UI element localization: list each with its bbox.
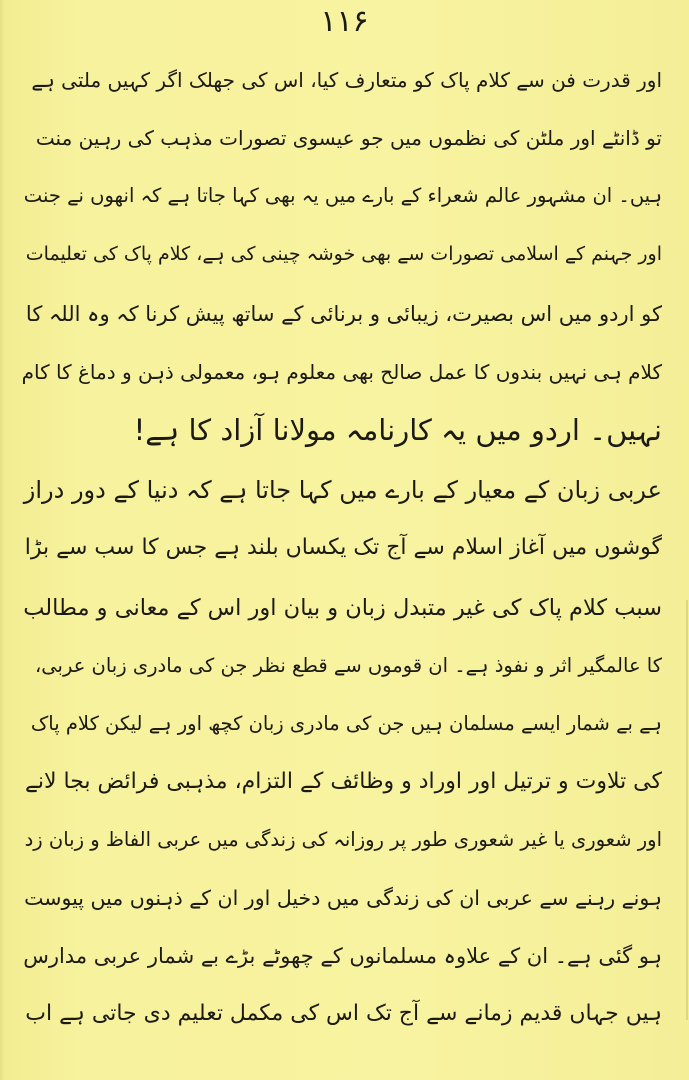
text-line-9: گوشوں میں آغاز اسلام سے آج تک یکساں بلند ہے جس کا سب سے بڑا	[24, 535, 662, 560]
text-line-17: ہیں جہاں قدیم زمانے سے آج تک اس کی مکمل تعلیم دی جاتی ہے اب	[25, 1001, 662, 1026]
text-line-14: اور شعوری یا غیر شعوری طور پر روزانہ کی زندگی میں عربی الفاظ و زبان زد	[24, 828, 662, 851]
text-line-8: عربی زبان کے معیار کے بارے میں کہا جاتا ہے کہ دنیا کے دور دراز	[23, 476, 662, 504]
text-line-11: کا عالمگیر اثر و نفوذ ہے۔ ان قوموں سے قطع نظر جن کی مادری زبان عربی،	[34, 654, 662, 677]
text-line-7: نہیں۔ اردو میں یہ کارنامہ مولانا آزاد کا ہے!	[133, 413, 662, 447]
text-line-1: اور قدرت فن سے کلام پاک کو متعارف کیا، اس کی جھلک اگر کہیں ملتی ہے	[31, 68, 662, 92]
text-line-6: کلام ہی نہیں بندوں کا عمل صالح بھی معلوم ہو، معمولی ذہن و دماغ کا کام	[21, 360, 662, 384]
text-line-4: اور جہنم کے اسلامی تصورات سے بھی خوشہ چینی کی ہے، کلام پاک کی تعلیمات	[25, 243, 662, 265]
text-line-5: کو اردو میں اس بصیرت، زیبائی و برنائی کے ساتھ پیش کرنا کہ وہ اللہ کا	[25, 302, 662, 326]
text-line-13: کی تلاوت و ترتیل اور اوراد و وظائف کے التزام، مذہبی فرائض بجا لانے	[24, 769, 662, 794]
text-line-2: تو ڈانٹے اور ملٹن کی نظموں میں جو عیسوی تصورات مذہب کی رہین منت	[35, 126, 662, 150]
text-line-12: ہے بے شمار ایسے مسلمان ہیں جن کی مادری زبان کچھ اور ہے لیکن کلام پاک	[30, 712, 662, 735]
page-number: ۱۱۶	[320, 4, 369, 39]
text-line-16: ہو گئی ہے۔ ان کے علاوہ مسلمانوں کے چھوٹے بڑے بے شمار عربی مدارس	[23, 944, 662, 968]
page-edge-shadow	[0, 0, 5, 1080]
margin-mark	[686, 600, 688, 1020]
text-line-10: سبب کلام پاک کی غیر متبدل زبان و بیان اور اس کے معانی و مطالب	[23, 595, 662, 621]
text-line-3: ہیں۔ ان مشہور عالم شعراء کے بارے میں یہ بھی کہا جاتا ہے کہ انھوں نے جنت	[23, 184, 662, 207]
text-line-15: ہونے رہنے سے عربی ان کی زندگی میں دخیل اور ان کے ذہنوں میں پیوست	[24, 886, 662, 910]
